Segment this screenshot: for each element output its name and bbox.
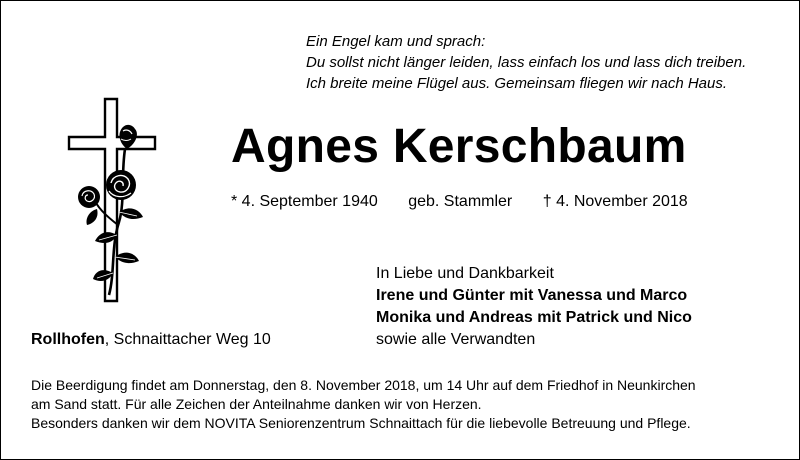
address-place: Rollhofen <box>31 331 105 348</box>
notice-line: am Sand statt. Für alle Zeichen der Anteilnahme danken wir von Herzen. <box>31 396 482 412</box>
poem-line: Ein Engel kam und sprach: <box>306 33 486 50</box>
mourners-line: sowie alle Verwandten <box>376 331 536 348</box>
birth-date: * 4. September 1940 <box>231 193 378 210</box>
maiden-name: geb. Stammler <box>408 193 513 210</box>
notice-line: Besonders danken wir dem NOVITA Seniorenzentrum Schnaittach für die liebevolle Betreuung und Pflege. <box>31 415 691 431</box>
notice-line: Die Beerdigung findet am Donnerstag, den 8. November 2018, um 14 Uhr auf dem Friedhof in Neunkirchen <box>31 377 696 393</box>
mourners-block <box>376 263 692 351</box>
cross-with-rose-icon <box>63 97 163 303</box>
death-date: † 4. November 2018 <box>542 193 688 210</box>
funeral-notice <box>31 376 696 433</box>
address <box>31 331 271 349</box>
address-street: , Schnaittacher Weg 10 <box>104 331 271 348</box>
poem-line: Ich breite meine Flügel aus. Gemeinsam fliegen wir nach Haus. <box>306 75 728 92</box>
mourners-line: Irene und Günter mit Vanessa und Marco <box>376 287 688 304</box>
poem <box>306 31 746 94</box>
poem-line: Du sollst nicht länger leiden, lass einfach los und lass dich treiben. <box>306 54 747 71</box>
life-dates <box>231 193 688 211</box>
mourners-intro: In Liebe und Dankbarkeit <box>376 265 554 282</box>
deceased-name: Agnes Kerschbaum <box>231 120 687 173</box>
mourners-line: Monika und Andreas mit Patrick und Nico <box>376 309 692 326</box>
